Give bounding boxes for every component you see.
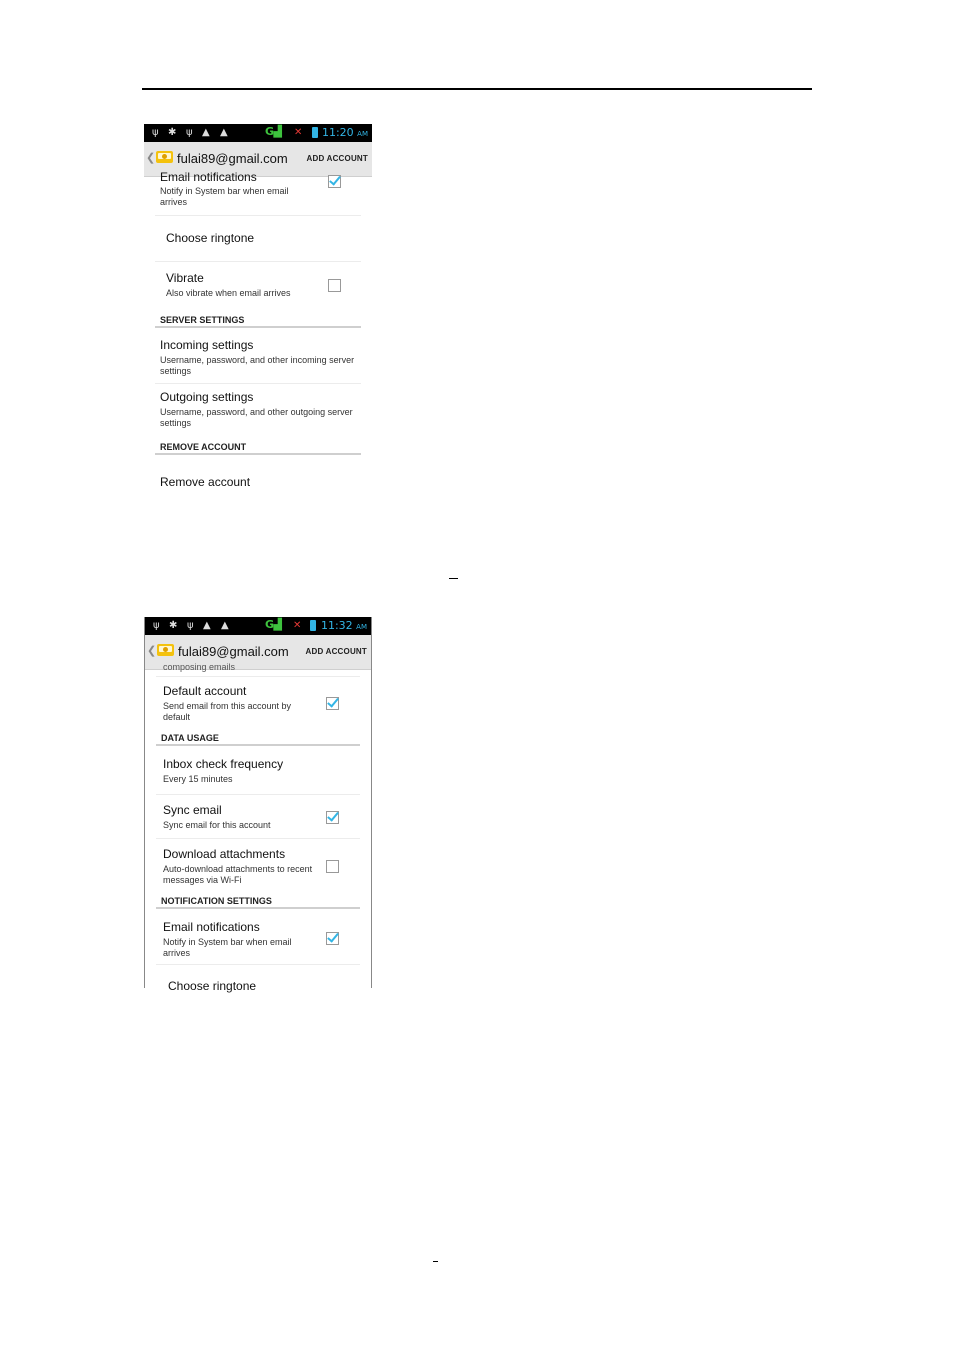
item-summary: Username, password, and other outgoing server settings bbox=[160, 407, 353, 428]
sync-email-item[interactable] bbox=[156, 794, 360, 839]
usb-icon: ψ bbox=[186, 127, 193, 138]
incoming-settings-item[interactable] bbox=[155, 331, 361, 384]
remove-account-item[interactable] bbox=[155, 459, 361, 505]
item-summary: Also vibrate when email arrives bbox=[166, 288, 291, 298]
item-summary: composing emails bbox=[163, 662, 236, 672]
add-account-button[interactable]: ADD ACCOUNT bbox=[305, 647, 367, 656]
caption-dash bbox=[449, 578, 458, 579]
item-summary: Sync email for this account bbox=[163, 820, 271, 830]
email-notifications-item[interactable] bbox=[156, 912, 360, 965]
remove-account-header: REMOVE ACCOUNT bbox=[155, 441, 361, 455]
no-sim-icon: ✕ bbox=[293, 620, 302, 631]
item-summary: Notify in System bar when email arrives bbox=[163, 937, 292, 958]
item-title: Inbox check frequency bbox=[163, 757, 284, 771]
settings-list[interactable] bbox=[144, 170, 372, 504]
settings-list[interactable] bbox=[145, 662, 371, 993]
warning-icon: ▲ bbox=[220, 127, 228, 138]
item-title: Default account bbox=[163, 684, 247, 698]
signal-icon: G▟ bbox=[265, 125, 282, 138]
screenshot-account-settings-1 bbox=[144, 124, 372, 504]
page-number-dash bbox=[433, 1261, 438, 1262]
email-app-icon[interactable] bbox=[157, 644, 174, 656]
warning-icon: ▲ bbox=[203, 620, 211, 631]
warning-icon: ▲ bbox=[221, 620, 229, 631]
warning-icon: ▲ bbox=[202, 127, 210, 138]
account-title: fulai89@gmail.com bbox=[177, 151, 288, 166]
signal-icon: G▟ bbox=[265, 618, 282, 631]
chevron-left-icon[interactable]: ❮ bbox=[146, 152, 156, 164]
status-bar bbox=[144, 124, 372, 142]
default-account-item[interactable] bbox=[156, 676, 360, 728]
chevron-left-icon[interactable]: ❮ bbox=[147, 645, 157, 657]
screenshot-account-settings-2 bbox=[144, 617, 372, 993]
item-summary: Every 15 minutes bbox=[163, 774, 233, 784]
choose-ringtone-item[interactable] bbox=[155, 215, 361, 262]
sync-email-checkbox[interactable] bbox=[326, 811, 339, 824]
item-summary: Notify in System bar when email arrives bbox=[160, 186, 289, 207]
data-usage-header: DATA USAGE bbox=[156, 732, 360, 746]
choose-ringtone-item[interactable] bbox=[156, 964, 360, 1004]
item-summary: Auto-download attachments to recent messages via Wi-Fi bbox=[163, 864, 313, 885]
cut-off-item bbox=[156, 662, 360, 677]
usb-icon: ψ bbox=[187, 620, 194, 631]
item-summary: Username, password, and other incoming server settings bbox=[160, 355, 355, 376]
clock: 11:32 AM bbox=[320, 619, 367, 632]
item-title: Download attachments bbox=[163, 847, 286, 861]
item-title: Remove account bbox=[160, 475, 251, 489]
item-title: Vibrate bbox=[166, 271, 204, 285]
default-account-checkbox[interactable] bbox=[326, 697, 339, 710]
add-account-button[interactable]: ADD ACCOUNT bbox=[306, 154, 368, 163]
email-notifications-checkbox[interactable] bbox=[326, 932, 339, 945]
email-notifications-item[interactable] bbox=[155, 170, 361, 216]
item-title: Email notifications bbox=[163, 920, 260, 934]
item-title: Incoming settings bbox=[160, 338, 254, 352]
battery-icon bbox=[312, 127, 318, 138]
usb-icon: ψ bbox=[152, 127, 159, 138]
item-title: Outgoing settings bbox=[160, 390, 254, 404]
clock: 11:20 AM bbox=[321, 126, 368, 139]
item-title: Choose ringtone bbox=[166, 231, 255, 245]
download-attachments-item[interactable] bbox=[156, 838, 360, 892]
vibrate-checkbox[interactable] bbox=[328, 279, 341, 292]
download-attachments-checkbox[interactable] bbox=[326, 860, 339, 873]
battery-icon bbox=[310, 620, 316, 631]
android-debug-icon: ✱ bbox=[168, 127, 177, 138]
email-notifications-checkbox[interactable] bbox=[328, 175, 341, 188]
vibrate-item[interactable] bbox=[155, 261, 361, 303]
android-debug-icon: ✱ bbox=[169, 620, 178, 631]
usb-icon: ψ bbox=[153, 620, 160, 631]
item-title: Choose ringtone bbox=[168, 979, 257, 993]
item-summary: Send email from this account by default bbox=[163, 701, 292, 722]
account-title: fulai89@gmail.com bbox=[178, 644, 289, 659]
page-header-rule bbox=[142, 88, 812, 90]
server-settings-header: SERVER SETTINGS bbox=[155, 314, 361, 328]
no-sim-icon: ✕ bbox=[294, 127, 303, 138]
item-title: Sync email bbox=[163, 803, 222, 817]
outgoing-settings-item[interactable] bbox=[155, 383, 361, 435]
inbox-check-frequency-item[interactable] bbox=[156, 748, 360, 795]
notification-settings-header: NOTIFICATION SETTINGS bbox=[156, 895, 360, 909]
email-app-icon[interactable] bbox=[156, 151, 173, 163]
status-bar bbox=[145, 617, 371, 635]
item-title: Email notifications bbox=[160, 170, 257, 184]
